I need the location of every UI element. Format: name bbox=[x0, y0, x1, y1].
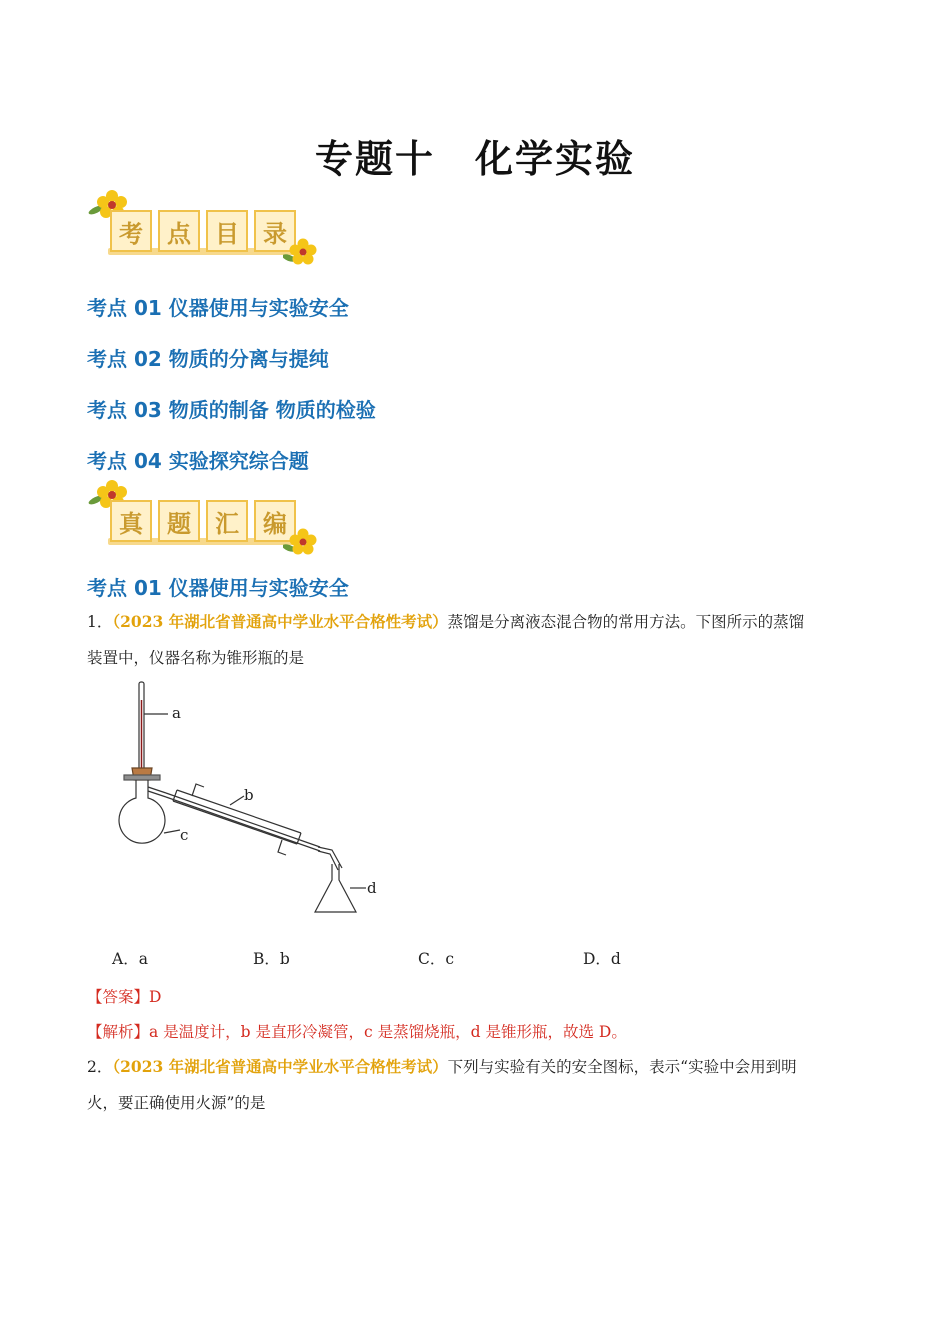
analysis-text: a 是温度计，b 是直形冷凝管，c 是蒸馏烧瓶，d 是锥形瓶，故选 D。 bbox=[149, 1023, 627, 1041]
erlenmeyer-flask bbox=[315, 864, 356, 912]
distillation-apparatus-figure bbox=[110, 680, 410, 920]
banner-real-questions bbox=[88, 480, 318, 560]
answer-line bbox=[87, 985, 161, 1007]
banner-toc bbox=[88, 190, 318, 270]
toc-item[interactable]: 考点 02 物质的分离与提纯 bbox=[87, 347, 329, 371]
straight-condenser bbox=[166, 784, 320, 855]
question-1-line-1 bbox=[87, 604, 857, 640]
section-heading: 考点 01 仪器使用与实验安全 bbox=[87, 576, 349, 600]
question-2 bbox=[87, 1049, 857, 1121]
question-2-line-1 bbox=[87, 1049, 857, 1085]
toc-item[interactable]: 考点 03 物质的制备 物质的检验 bbox=[87, 398, 376, 422]
banner-char: 题 bbox=[158, 500, 200, 542]
banner-char: 编 bbox=[254, 500, 296, 542]
question-1 bbox=[87, 604, 857, 676]
banner-char: 目 bbox=[206, 210, 248, 252]
label-leader-b bbox=[230, 796, 244, 805]
analysis-tag: 【解析】 bbox=[87, 1023, 150, 1041]
answer-value: D bbox=[149, 988, 162, 1006]
question-number: 2． bbox=[87, 1058, 113, 1076]
analysis-line bbox=[87, 1020, 627, 1042]
figure-label-b: b bbox=[244, 786, 254, 804]
option-b[interactable]: B．b bbox=[253, 950, 290, 968]
banner-char: 录 bbox=[254, 210, 296, 252]
clamp bbox=[124, 775, 160, 780]
flower-icon bbox=[283, 238, 319, 268]
question-2-line-2: 火，要正确使用火源”的是 bbox=[87, 1094, 266, 1112]
banner-char: 真 bbox=[110, 500, 152, 542]
banner-char: 考 bbox=[110, 210, 152, 252]
label-leader-c bbox=[164, 830, 180, 833]
distillation-flask bbox=[119, 780, 165, 843]
answer-tag: 【答案】 bbox=[87, 988, 150, 1006]
option-a[interactable]: A．a bbox=[112, 950, 148, 968]
question-text: 蒸馏是分离液态混合物的常用方法。下图所示的蒸馏 bbox=[447, 613, 805, 631]
question-1-line-2: 装置中，仪器名称为锥形瓶的是 bbox=[87, 649, 305, 667]
question-source: （2023 年湖北省普通高中学业水平合格性考试） bbox=[112, 1057, 448, 1076]
figure-label-c: c bbox=[180, 826, 189, 844]
banner-char: 汇 bbox=[206, 500, 248, 542]
question-source: （2023 年湖北省普通高中学业水平合格性考试） bbox=[112, 612, 448, 631]
figure-label-a: a bbox=[172, 704, 181, 722]
question-number: 1． bbox=[87, 613, 113, 631]
page-title: 专题十 化学实验 bbox=[314, 137, 635, 181]
option-c[interactable]: C．c bbox=[418, 950, 455, 968]
flower-icon bbox=[283, 528, 319, 558]
toc-item[interactable]: 考点 01 仪器使用与实验安全 bbox=[87, 296, 349, 320]
question-text: 下列与实验有关的安全图标，表示“实验中会用到明 bbox=[447, 1058, 797, 1076]
banner-char: 点 bbox=[158, 210, 200, 252]
option-d[interactable]: D．d bbox=[583, 950, 621, 968]
toc-item[interactable]: 考点 04 实验探究综合题 bbox=[87, 449, 309, 473]
figure-label-d: d bbox=[367, 879, 377, 897]
